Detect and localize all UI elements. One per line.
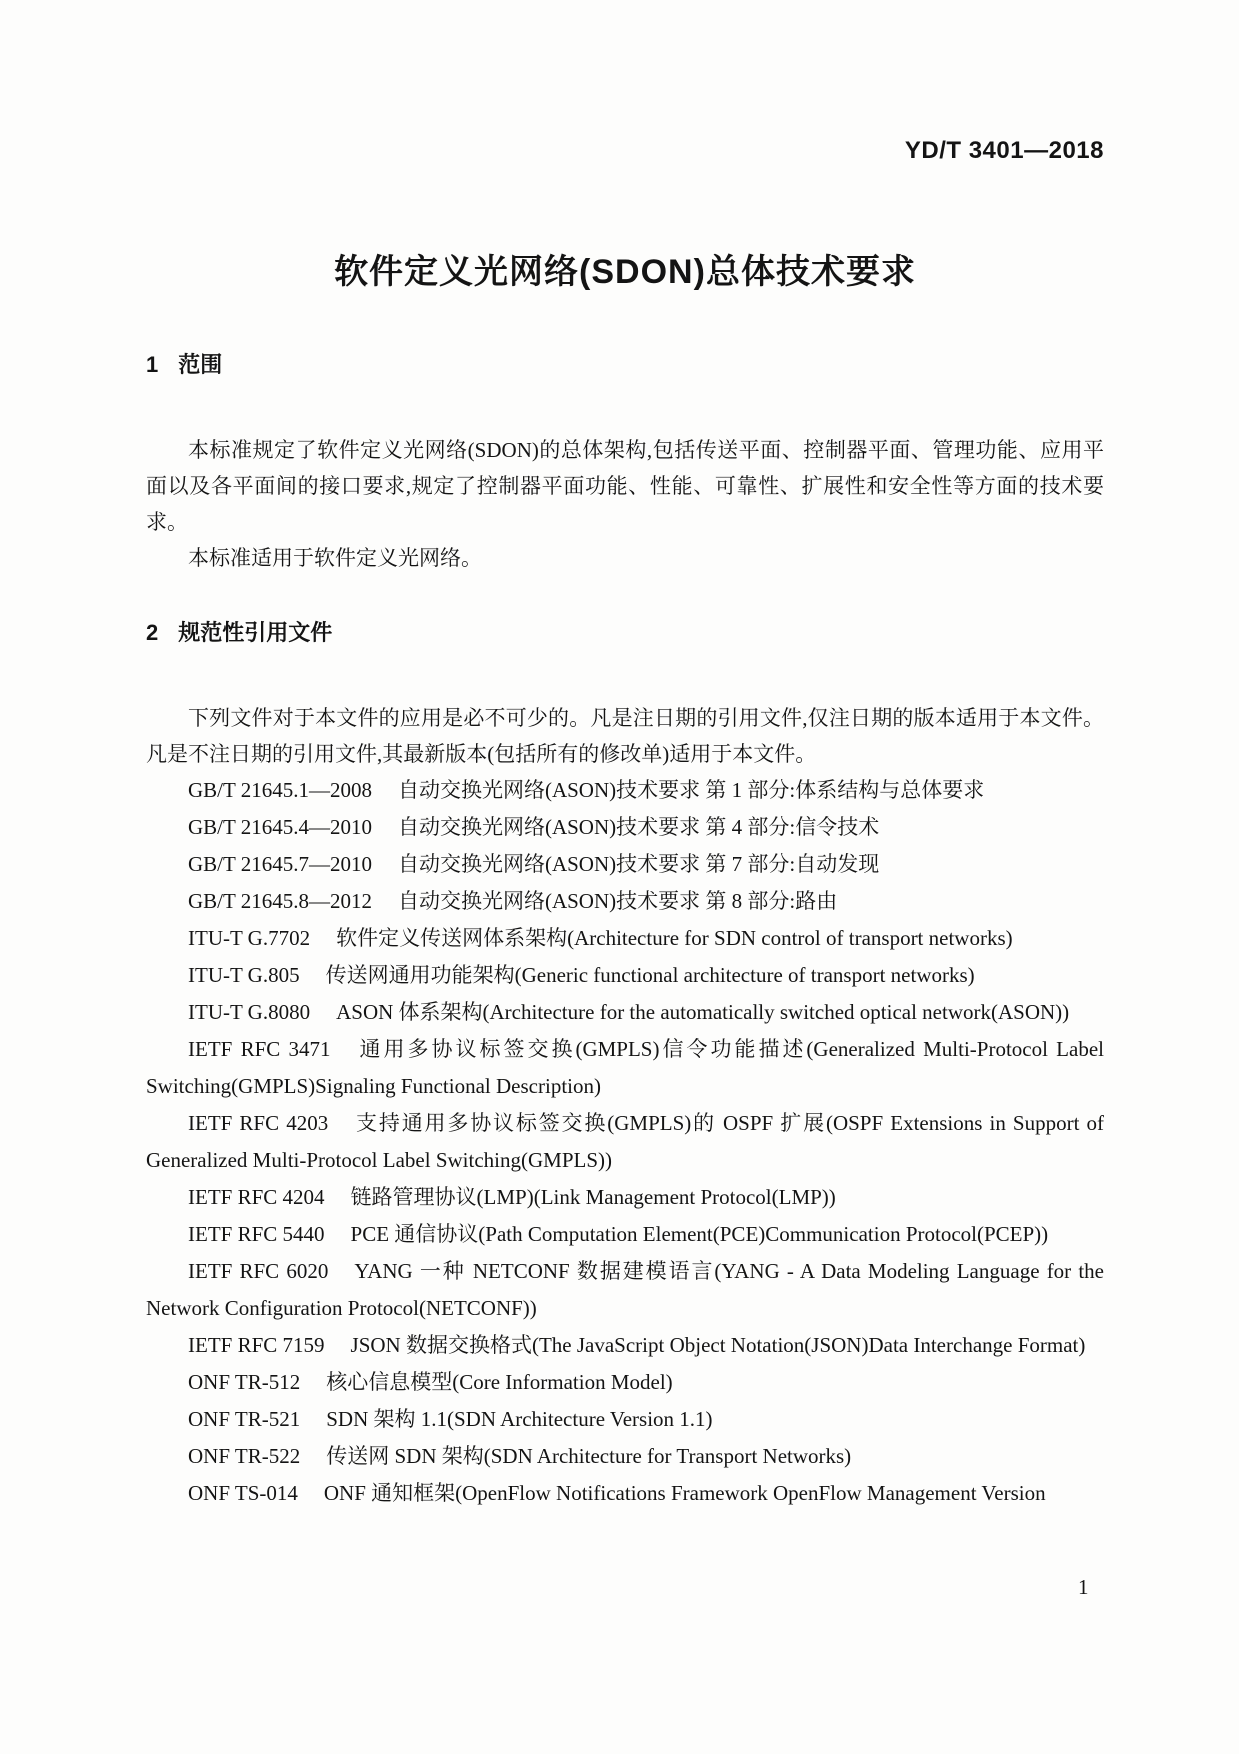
reference-id: ITU-T G.805 [188, 963, 300, 987]
reference-item [146, 1105, 1104, 1179]
reference-desc: 软件定义传送网体系架构(Architecture for SDN control of transport networks) [336, 926, 1013, 950]
reference-desc: ONF 通知框架(OpenFlow Notifications Framework OpenFlow Management Version [323, 1481, 1046, 1505]
reference-item [146, 1475, 1104, 1512]
reference-desc: 自动交换光网络(ASON)技术要求 第 1 部分:体系结构与总体要求 [397, 778, 985, 802]
page-number: 1 [1078, 1575, 1089, 1599]
reference-item [146, 883, 1104, 920]
reference-desc: 传送网通用功能架构(Generic functional architecture of transport networks) [325, 963, 975, 987]
reference-id: GB/T 21645.7—2010 [188, 852, 372, 876]
reference-item [146, 1216, 1104, 1253]
section-2-heading [146, 618, 1104, 648]
reference-id: GB/T 21645.1—2008 [188, 778, 372, 802]
reference-desc: 自动交换光网络(ASON)技术要求 第 4 部分:信令技术 [397, 815, 880, 839]
scope-paragraph-1: 本标准规定了软件定义光网络(SDON)的总体架构,包括传送平面、控制器平面、管理功能、应用平面以及各平面间的接口要求,规定了控制器平面功能、性能、可靠性、扩展性和安全性等方面的技术要求。 [146, 438, 1104, 534]
reference-desc: 传送网 SDN 架构(SDN Architecture for Transport Networks) [326, 1444, 852, 1468]
reference-desc: ASON 体系架构(Architecture for the automatically switched optical network(ASON)) [336, 1000, 1070, 1024]
reference-desc: JSON 数据交换格式(The JavaScript Object Notation(JSON)Data Interchange Format) [350, 1333, 1086, 1357]
section-1-heading [146, 350, 1104, 380]
reference-item [146, 772, 1104, 809]
section-2-title: 规范性引用文件 [178, 620, 333, 645]
reference-id: GB/T 21645.8—2012 [188, 889, 372, 913]
reference-item [146, 1253, 1104, 1327]
reference-desc: SDN 架构 1.1(SDN Architecture Version 1.1) [326, 1407, 713, 1431]
reference-item [146, 1327, 1104, 1364]
document-page [146, 0, 1104, 1512]
references-intro: 下列文件对于本文件的应用是必不可少的。凡是注日期的引用文件,仅注日期的版本适用于本文件。凡是不注日期的引用文件,其最新版本(包括所有的修改单)适用于本文件。 [146, 706, 1104, 766]
reference-item [146, 1364, 1104, 1401]
reference-id: ONF TS-014 [188, 1481, 298, 1505]
section-2-number: 2 [146, 620, 159, 645]
section-1-title: 范围 [178, 352, 223, 377]
reference-id: ONF TR-522 [188, 1444, 301, 1468]
reference-id: IETF RFC 4203 [188, 1111, 329, 1135]
reference-desc: 通用多协议标签交换(GMPLS)信令功能描述(Generalized Multi-Protocol Label Switching(GMPLS)Signaling Functional Description) [146, 1037, 1104, 1098]
reference-id: ONF TR-521 [188, 1407, 301, 1431]
reference-item [146, 920, 1104, 957]
reference-item [146, 957, 1104, 994]
reference-desc: 支持通用多协议标签交换(GMPLS)的 OSPF 扩展(OSPF Extensions in Support of Generalized Multi-Protocol Label Switching(GMPLS)) [146, 1111, 1104, 1172]
reference-item [146, 1438, 1104, 1475]
section-1-number: 1 [146, 352, 159, 377]
scope-paragraph-2: 本标准适用于软件定义光网络。 [188, 546, 482, 570]
reference-id: ONF TR-512 [188, 1370, 301, 1394]
reference-id: ITU-T G.8080 [188, 1000, 311, 1024]
reference-desc: YANG 一种 NETCONF 数据建模语言(YANG - A Data Modeling Language for the Network Configuration Protocol(NETCONF)) [146, 1259, 1105, 1320]
reference-desc: 自动交换光网络(ASON)技术要求 第 8 部分:路由 [397, 889, 838, 913]
reference-item [146, 809, 1104, 846]
reference-desc: 核心信息模型(Core Information Model) [326, 1370, 673, 1394]
doc-number: YD/T 3401—2018 [904, 137, 1104, 164]
reference-item [146, 994, 1104, 1031]
reference-item [146, 1401, 1104, 1438]
reference-id: IETF RFC 5440 [188, 1222, 325, 1246]
reference-id: IETF RFC 4204 [188, 1185, 325, 1209]
reference-id: GB/T 21645.4—2010 [188, 815, 372, 839]
document-title: 软件定义光网络(SDON)总体技术要求 [334, 253, 916, 291]
reference-id: ITU-T G.7702 [188, 926, 311, 950]
reference-desc: PCE 通信协议(Path Computation Element(PCE)Communication Protocol(PCEP)) [350, 1222, 1049, 1246]
references-list [146, 772, 1104, 1512]
reference-desc: 链路管理协议(LMP)(Link Management Protocol(LMP)) [350, 1185, 836, 1209]
reference-id: IETF RFC 3471 [188, 1037, 331, 1061]
reference-item [146, 1179, 1104, 1216]
reference-item [146, 846, 1104, 883]
reference-id: IETF RFC 6020 [188, 1259, 329, 1283]
reference-desc: 自动交换光网络(ASON)技术要求 第 7 部分:自动发现 [397, 852, 880, 876]
reference-item [146, 1031, 1104, 1105]
reference-id: IETF RFC 7159 [188, 1333, 325, 1357]
